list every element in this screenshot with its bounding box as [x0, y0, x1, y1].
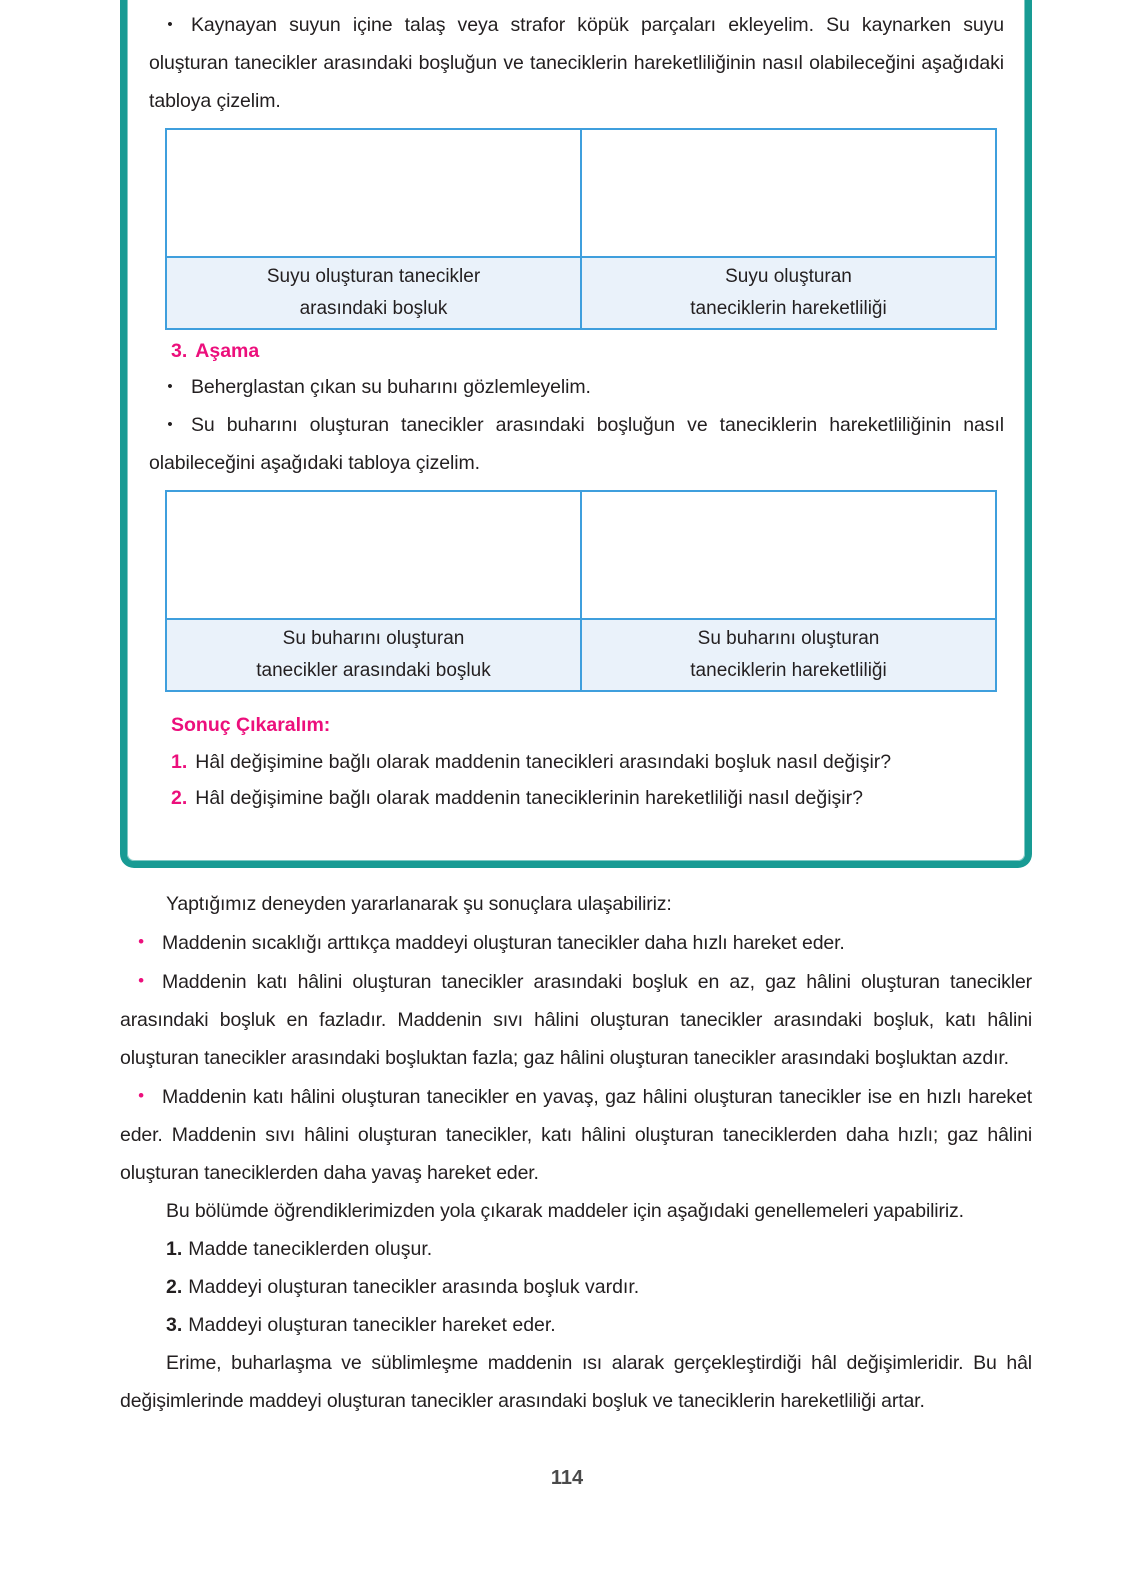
body-bullet-3-text: Maddenin katı hâlini oluşturan tanecikler en yavaş, gaz hâlini oluşturan tanecikler ise en hızlı hareket eder. Maddenin sıvı hâlini oluşturan tanecikler, katı hâlini oluşturan taneciklerden daha hızlı; gaz hâlini oluşturan taneciklerden daha yavaş hareket eder.: [120, 1086, 1032, 1184]
bullet-icon: •: [167, 378, 173, 395]
table-caption-left: [166, 619, 581, 691]
caption-line-1: Suyu oluşturan tanecikler: [266, 266, 481, 287]
item-number: 3.: [166, 1314, 183, 1336]
stage-3-bullet-1: [149, 368, 1004, 406]
caption-line-2: taneciklerin hareketliliği: [690, 660, 887, 681]
conclusion-heading: Sonuç Çıkaralım:: [171, 714, 331, 736]
table-row: [166, 491, 996, 619]
body-bullet-2-text: Maddenin katı hâlini oluşturan tanecikler arasındaki boşluk en az, gaz hâlini oluşturan tanecikler arasındaki boşluk en fazladır. Maddenin sıvı hâlini oluşturan tanecikler arasındaki boşluk, katı hâlini oluşturan tanecikler arasındaki boşluktan fazla; gaz hâlini oluşturan tanecikler arasındaki boşluktan azdır.: [120, 971, 1032, 1069]
body-bullet-1: [120, 923, 1032, 962]
question-text: Hâl değişimine bağlı olarak maddenin tanecikleri arasındaki boşluk nasıl değişir?: [195, 751, 892, 773]
activity-content: [149, 0, 1004, 816]
item-text: Madde taneciklerden oluşur.: [188, 1238, 433, 1260]
table-caption-right: [581, 619, 996, 691]
conclusion-question-2: [171, 780, 1004, 816]
body-bullet-2: [120, 962, 1032, 1077]
generalization-item-3: [166, 1306, 1032, 1344]
table-caption-right: [581, 257, 996, 329]
table-caption-left: [166, 257, 581, 329]
item-number: 2.: [166, 1276, 183, 1298]
body-text: [120, 885, 1032, 1420]
bullet-icon: •: [138, 932, 144, 951]
caption-line-1: Suyu oluşturan: [725, 266, 852, 287]
item-number: 1.: [166, 1238, 183, 1260]
bullet-icon: •: [167, 16, 173, 33]
lead-text: Yaptığımız deneyden yararlanarak şu sonuçlara ulaşabiliriz:: [166, 893, 672, 915]
body-bullet-1-text: Maddenin sıcaklığı arttıkça maddeyi oluşturan tanecikler daha hızlı hareket eder.: [162, 932, 845, 954]
lead-paragraph: [120, 885, 1032, 923]
stage-3-bullet-2-text: Su buharını oluşturan tanecikler arasındaki boşluğun ve taneciklerin hareketliliğinin nasıl olabileceğini aşağıdaki tabloya çizelim.: [149, 414, 1004, 474]
drawing-cell-right[interactable]: [581, 129, 996, 257]
generalization-item-2: [166, 1268, 1032, 1306]
stage-3-heading: [171, 334, 1004, 368]
generalization-intro-text: Bu bölümde öğrendiklerimizden yola çıkarak maddeler için aşağıdaki genellemeleri yapabiliriz.: [166, 1200, 964, 1222]
table-water-particles: [165, 128, 997, 330]
body-bullet-3: [120, 1077, 1032, 1192]
generalization-intro-paragraph: [120, 1192, 1032, 1230]
caption-line-2: arasındaki boşluk: [299, 298, 448, 319]
table-row: [166, 619, 996, 691]
intro-bullet-paragraph: [149, 6, 1004, 120]
bullet-icon: •: [167, 416, 173, 433]
drawing-cell-left[interactable]: [166, 129, 581, 257]
closing-paragraph: [120, 1344, 1032, 1420]
item-text: Maddeyi oluşturan tanecikler arasında boşluk vardır.: [188, 1276, 640, 1298]
caption-line-2: tanecikler arasındaki boşluk: [256, 660, 491, 681]
activity-box: [120, 0, 1032, 868]
conclusion-question-1: [171, 744, 1004, 780]
stage-3-bullet-2: [149, 406, 1004, 482]
intro-bullet-text: Kaynayan suyun içine talaş veya strafor köpük parçaları ekleyelim. Su kaynarken suyu oluşturan tanecikler arasındaki boşluğun ve taneciklerin hareketliliğinin nasıl olabileceğini aşağıdaki tabloya çizelim.: [149, 14, 1004, 112]
table-row: [166, 257, 996, 329]
question-text: Hâl değişimine bağlı olarak maddenin taneciklerinin hareketliliği nasıl değişir?: [195, 787, 863, 809]
stage-label: Aşama: [195, 340, 260, 362]
closing-text: Erime, buharlaşma ve süblimleşme maddenin ısı alarak gerçekleştirdiği hâl değişimleridir. Bu hâl değişimlerinde maddeyi oluşturan tanecikler arasındaki boşluk ve taneciklerin hareketliliği artar.: [120, 1352, 1032, 1412]
item-text: Maddeyi oluşturan tanecikler hareket eder.: [188, 1314, 556, 1336]
table-row: [166, 129, 996, 257]
bullet-icon: •: [138, 971, 144, 990]
drawing-cell-left[interactable]: [166, 491, 581, 619]
stage-number: 3.: [171, 340, 188, 362]
drawing-cell-right[interactable]: [581, 491, 996, 619]
question-number: 2.: [171, 787, 188, 809]
page-number: 114: [550, 1467, 584, 1489]
table-vapor-particles: [165, 490, 997, 692]
question-number: 1.: [171, 751, 188, 773]
caption-line-1: Su buharını oluşturan: [282, 628, 465, 649]
generalization-item-1: [166, 1230, 1032, 1268]
bullet-icon: •: [138, 1086, 144, 1105]
caption-line-2: taneciklerin hareketliliği: [690, 298, 887, 319]
caption-line-1: Su buharını oluşturan: [697, 628, 880, 649]
stage-3-bullet-1-text: Beherglastan çıkan su buharını gözlemleyelim.: [191, 376, 591, 398]
